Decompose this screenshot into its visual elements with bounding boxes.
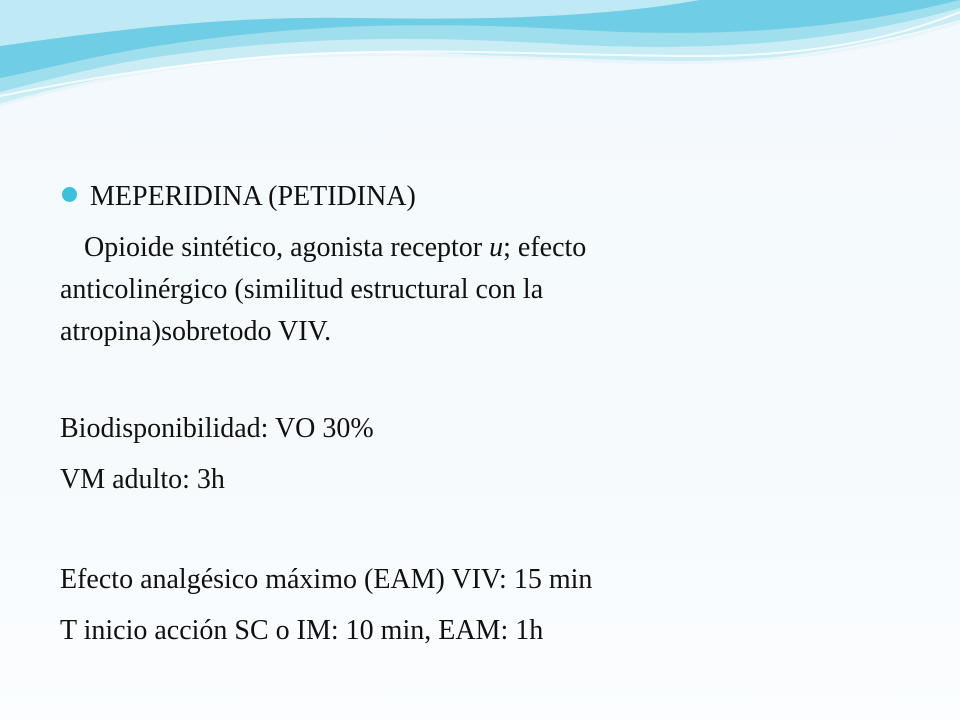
max-effect-text: Efecto analgésico máximo (EAM) VIV: 15 min bbox=[60, 564, 593, 595]
drug-heading: MEPERIDINA (PETIDINA) bbox=[90, 181, 416, 212]
description-text: Opioide sintético, agonista receptor bbox=[84, 232, 490, 263]
description-line-2: anticolinérgico (similitud estructural con la bbox=[60, 274, 544, 305]
description-line-1 bbox=[84, 230, 586, 266]
onset-text: T inicio acción SC o IM: 10 min, EAM: 1h bbox=[60, 615, 544, 646]
description-text-suffix: ; efecto bbox=[503, 232, 587, 263]
receptor-symbol: u bbox=[489, 232, 504, 263]
half-life-text: VM adulto: 3h bbox=[60, 464, 225, 495]
bioavailability-text: Biodisponibilidad: VO 30% bbox=[60, 413, 374, 444]
bullet-dot-icon bbox=[62, 187, 77, 202]
description-line-3: atropina)sobretodo VIV. bbox=[60, 316, 332, 347]
